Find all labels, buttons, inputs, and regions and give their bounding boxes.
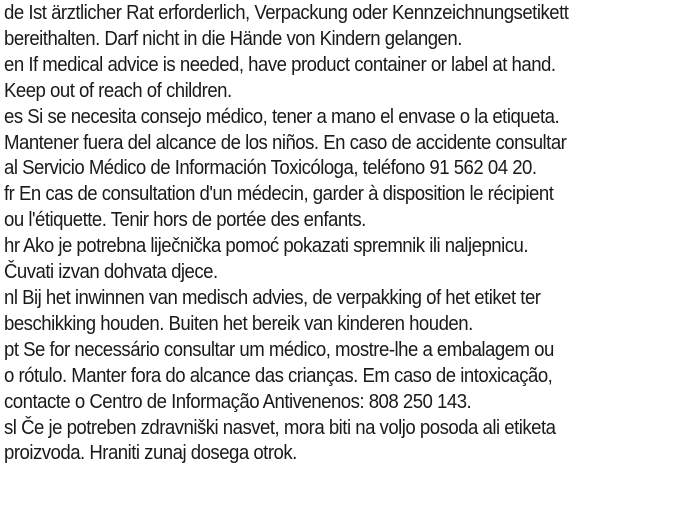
text-line-es-1: es Si se necesita consejo médico, tener a mano el envase o la etiqueta.	[4, 105, 560, 128]
text-line-sl-2: proizvoda. Hraniti zunaj dosega otrok.	[4, 442, 297, 465]
text-line-de-1: de Ist ärztlicher Rat erforderlich, Verpackung oder Kennzeichnungsetikett	[4, 2, 569, 24]
text-line-pt-1: pt Se for necessário consultar um médico, mostre-lhe a embalagem ou	[4, 338, 554, 361]
text-line-pt-3: contacte o Centro de Informação Antivenenos: 808 250 143.	[4, 390, 472, 413]
text-line-sl-1: sl Če je potreben zdravniški nasvet, mora biti na voljo posoda ali etiketa	[4, 416, 556, 439]
text-line-en-2: Keep out of reach of children.	[4, 79, 232, 102]
text-line-hr-1: hr Ako je potrebna liječnička pomoć pokazati spremnik ili naljepnicu.	[4, 235, 529, 258]
text-line-pt-2: o rótulo. Manter fora do alcance das crianças. Em caso de intoxicação,	[4, 364, 553, 387]
text-line-es-3: al Servicio Médico de Información Toxicóloga, teléfono 91 562 04 20.	[4, 157, 537, 180]
text-line-en-1: en If medical advice is needed, have product container or label at hand.	[4, 53, 556, 76]
text-line-fr-1: fr En cas de consultation d'un médecin, garder à disposition le récipient	[4, 183, 554, 206]
text-line-hr-2: Čuvati izvan dohvata djece.	[4, 261, 218, 284]
text-line-fr-2: ou l'étiquette. Tenir hors de portée des enfants.	[4, 209, 366, 232]
warning-text-block	[4, 1, 629, 467]
text-line-de-2: bereithalten. Darf nicht in die Hände von Kindern gelangen.	[4, 27, 462, 50]
text-line-nl-2: beschikking houden. Buiten het bereik van kinderen houden.	[4, 312, 473, 335]
text-line-nl-1: nl Bij het inwinnen van medisch advies, de verpakking of het etiket ter	[4, 286, 541, 309]
text-line-es-2: Mantener fuera del alcance de los niños. En caso de accidente consultar	[4, 131, 567, 154]
